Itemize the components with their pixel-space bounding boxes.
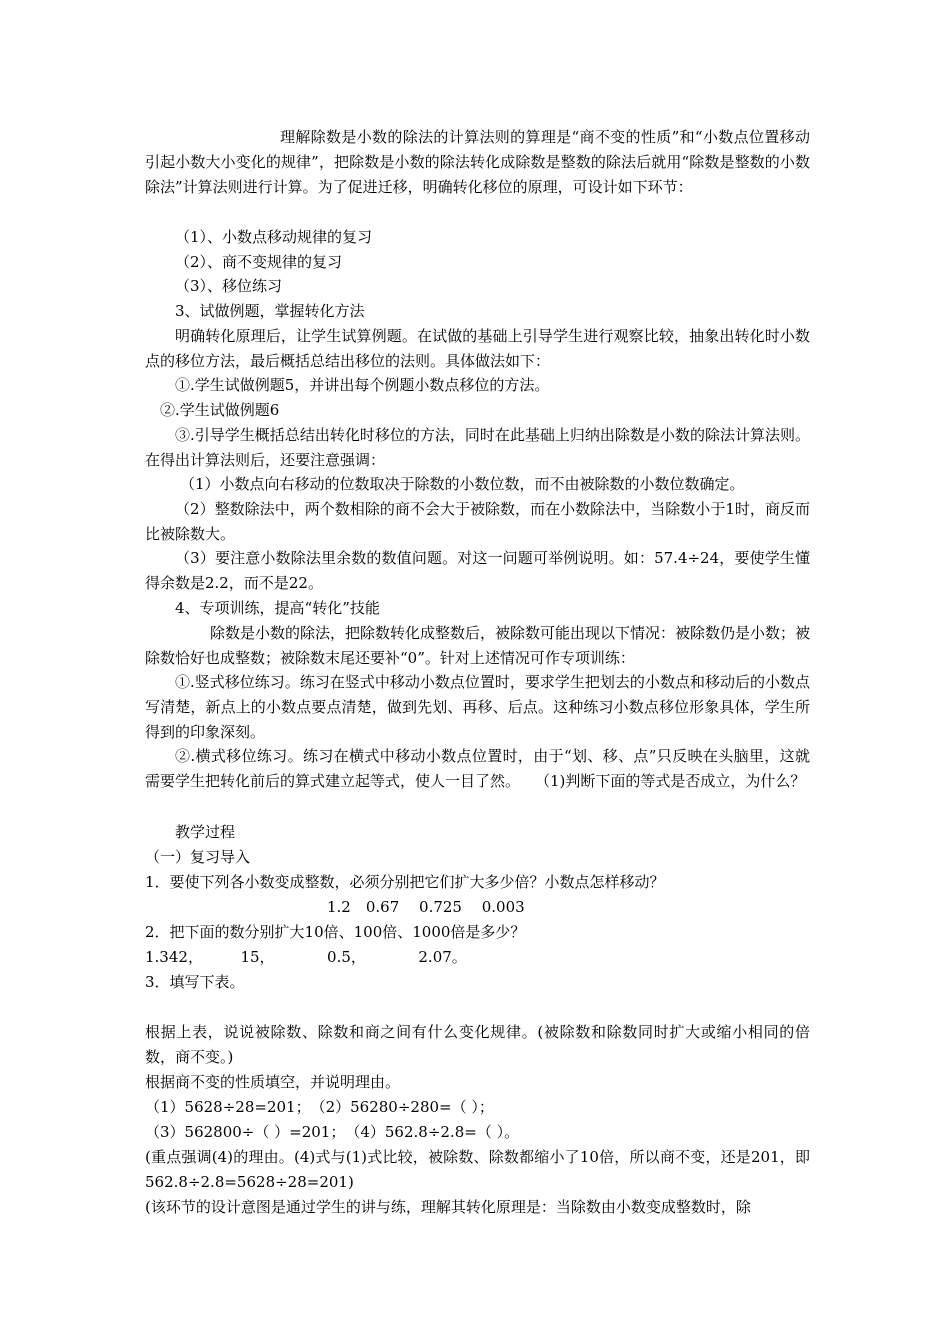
note-1: （1）小数点向右移动的位数取决于除数的小数位数，而不由被除数的小数位数确定。 <box>180 475 745 493</box>
table-rule-paragraph: 根据上表，说说被除数、除数和商之间有什么变化规律。(被除数和除数同时扩大或缩小相同的倍数，商不变。) <box>145 1023 810 1066</box>
fill-in-instruction: 根据商不变的性质填空，并说明理由。 <box>145 1073 401 1091</box>
step-1: ①.学生试做例题5，并讲出每个例题小数点移位的方法。 <box>175 376 550 394</box>
question-2-numbers: 1.342， 15， 0.5， 2.07。 <box>145 948 467 966</box>
section-heading-3: 3、试做例题，掌握转化方法 <box>175 302 365 320</box>
step-3: ③.引导学生概括总结出转化时移位的方法，同时在此基础上归纳出除数是小数的除法计算法则。在得出计算法则后，还要注意强调： <box>145 426 810 469</box>
vertical-practice: ①.竖式移位练习。练习在竖式中移动小数点位置时，要求学生把划去的小数点和移动后的小数点写清楚，新点上的小数点要点清楚，做到先划、再移、后点。这种练习小数点移位形象具体，学生所得到的印象深刻。 <box>145 673 810 741</box>
question-3: 3．填写下表。 <box>145 973 245 991</box>
question-2: 2．把下面的数分别扩大10倍、100倍、1000倍是多少？ <box>145 923 526 941</box>
list-item-3: （3）、移位练习 <box>175 277 283 295</box>
emphasis-paragraph: (重点强调(4)的理由。(4)式与(1)式比较，被除数、除数都缩小了10倍，所以商不变，还是201，即562.8÷2.8=5628÷28=201) <box>145 1148 810 1191</box>
intro-paragraph: 理解除数是小数的除法的计算法则的算理是“商不变的性质”和“小数点位置移动引起小数大小变化的规律”，把除数是小数的除法转化成除数是整数的除法后就用“除数是整数的小数除法”计算法则进行计算。为了促进迁移，明确转化移位的原理，可设计如下环节： <box>145 128 810 196</box>
exercise-row-1: （1）5628÷28=201； （2）56280÷280=（ ）； <box>145 1098 494 1116</box>
design-intent-paragraph: (该环节的设计意图是通过学生的讲与练，理解其转化原理是：当除数由小数变成整数时，除 <box>145 1198 751 1216</box>
question-1-numbers: 1.2 0.67 0.725 0.003 <box>327 898 525 916</box>
list-item-2: （2）、商不变规律的复习 <box>175 253 343 271</box>
teaching-process-heading: 教学过程 <box>175 823 236 841</box>
list-item-1: （1）、小数点移动规律的复习 <box>175 228 373 246</box>
exercise-row-2: （3）562800÷（ ）=201； （4）562.8÷2.8=（ ）。 <box>145 1123 520 1141</box>
note-3: （3）要注意小数除法里余数的数值问题。对这一问题可举例说明。如：57.4÷24，要使学生懂得余数是2.2，而不是22。 <box>145 549 810 592</box>
paragraph-try-examples: 明确转化原理后，让学生试算例题。在试做的基础上引导学生进行观察比较，抽象出转化时小数点的移位方法，最后概括总结出移位的法则。具体做法如下： <box>145 327 810 370</box>
review-heading: （一）复习导入 <box>145 848 251 866</box>
paragraph-special-training: 除数是小数的除法，把除数转化成整数后，被除数可能出现以下情况：被除数仍是小数；被除数恰好也成整数；被除数末尾还要补“0”。针对上述情况可作专项训练： <box>145 624 811 667</box>
question-1: 1．要使下列各小数变成整数，必须分别把它们扩大多少倍？小数点怎样移动？ <box>145 873 665 891</box>
horizontal-practice: ②.横式移位练习。练习在横式中移动小数点位置时，由于“划、移、点”只反映在头脑里，这就需要学生把转化前后的算式建立起等式，使人一目了然。 （1)判断下面的等式是否成立，为什么？ <box>145 747 810 790</box>
section-heading-4: 4、专项训练，提高“转化”技能 <box>175 599 380 617</box>
note-2: （2）整数除法中，两个数相除的商不会大于被除数，而在小数除法中，当除数小于1时，商反而比被除数大。 <box>145 500 810 543</box>
step-2: ②.学生试做例题6 <box>160 401 280 419</box>
